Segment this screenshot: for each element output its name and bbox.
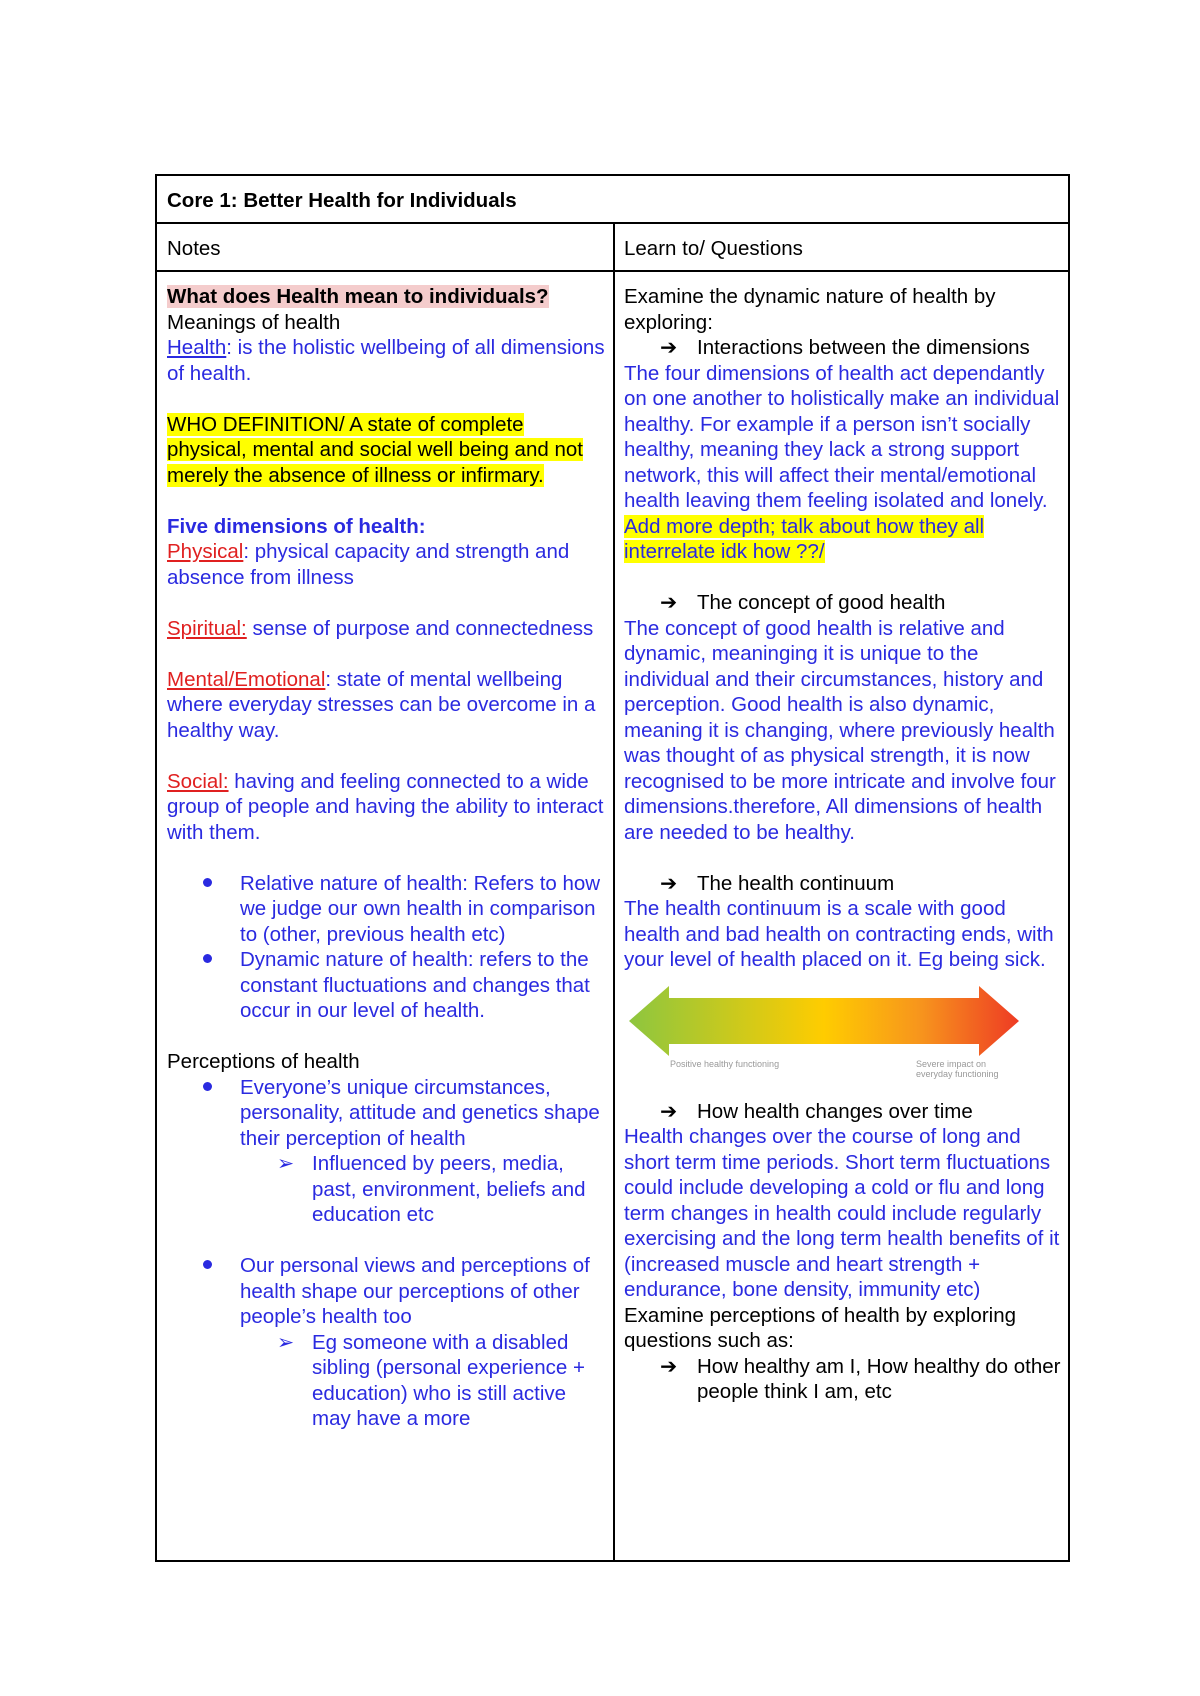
arrow-bullet-icon: ➔	[660, 336, 678, 359]
list-item: ➔ Interactions between the dimensions	[660, 336, 1030, 359]
interactions-text: The four dimensions of health act dependantly on one another to holistically make an individual healthy. For example if a person isn’t socially healthy, meaning they lack a strong support network, this will affect their mental/emotional health leaving them feeling isolated and lonely.	[624, 361, 1060, 512]
arrow-bullet-icon: ➔	[660, 591, 678, 614]
arrow-bullet-icon: ➔	[660, 871, 678, 895]
section-heading: What does Health mean to individuals?	[167, 285, 549, 308]
changes-text: Health changes over the course of long and short term time periods. Short term fluctuations could include developing a cold or flu and long term changes in health could include regularly exercising and the long term health benefits of it (increased muscle and heart strength + endurance, bone density, immunity etc)	[624, 1125, 1060, 1301]
continuum-right-label: Severe impact on everyday functioning	[916, 1058, 999, 1079]
meanings-label: Meanings of health	[167, 310, 341, 334]
sub-list-item: ➢ Eg someone with a disabled sibling (personal experience + education) who is still active may have a more	[277, 1330, 585, 1430]
list-item: ➔ How health changes over time	[660, 1099, 973, 1123]
list-item: ➔ The concept of good health	[660, 591, 946, 614]
five-dimensions-heading: Five dimensions of health:	[167, 514, 426, 538]
sub-list-item: ➢ Influenced by peers, media, past, environment, beliefs and education etc	[277, 1152, 586, 1226]
list-item: Dynamic nature of health: refers to the constant fluctuations and changes that occur in our level of health.	[167, 947, 607, 1024]
health-continuum-image	[624, 981, 1024, 1089]
list-item: ➔ How healthy am I, How healthy do other people think I am, etc	[660, 1354, 1061, 1403]
list-item: Relative nature of health: Refers to how we judge our own health in comparison to (other, previous health etc)	[167, 871, 607, 948]
arrowhead-bullet-icon: ➢	[277, 1330, 295, 1354]
continuum-left-label: Positive healthy functioning	[670, 1058, 780, 1069]
bullet-icon	[203, 947, 212, 973]
notes-table	[155, 174, 1070, 1562]
bullet-icon	[203, 1253, 212, 1279]
list-item: Everyone’s unique circumstances, personality, attitude and genetics shape their perception of health	[167, 1075, 607, 1152]
examine-perceptions: Examine perceptions of health by exploring questions such as:	[624, 1303, 1017, 1352]
mental-dimension: Mental/Emotional: state of mental wellbeing where everyday stresses can be overcome in a healthy way.	[167, 667, 596, 742]
arrow-bullet-icon: ➔	[660, 1099, 678, 1123]
learn-header: Learn to/ Questions	[624, 237, 803, 260]
continuum-text: The health continuum is a scale with good health and bad health on contracting ends, with your level of health placed on it. Eg being sick.	[624, 897, 1054, 971]
list-item: Our personal views and perceptions of health shape our perceptions of other people’s health too	[167, 1253, 607, 1330]
document-title: Core 1: Better Health for Individuals	[167, 189, 517, 212]
who-definition: WHO DEFINITION/ A state of complete physical, mental and social well being and not merely the absence of illness or infirmary.	[167, 412, 583, 487]
add-depth-note: Add more depth; talk about how they all interrelate idk how ??/	[624, 514, 985, 563]
continuum-arrow	[624, 981, 1024, 1061]
arrow-bullet-icon: ➔	[660, 1354, 678, 1378]
social-dimension: Social: having and feeling connected to a wide group of people and having the ability to interact with them.	[167, 769, 604, 844]
learn-column	[624, 284, 1064, 1405]
perceptions-label: Perceptions of health	[167, 1050, 360, 1073]
physical-dimension: Physical: physical capacity and strength and absence from illness	[167, 540, 570, 589]
examine-dynamic: Examine the dynamic nature of health by exploring:	[624, 285, 996, 334]
bullet-icon	[203, 1075, 212, 1101]
list-item: ➔ The health continuum	[660, 871, 895, 895]
arrowhead-bullet-icon: ➢	[277, 1152, 295, 1175]
bullet-icon	[203, 871, 212, 897]
spiritual-dimension: Spiritual: sense of purpose and connectedness	[167, 616, 594, 640]
column-divider	[613, 224, 615, 1560]
notes-header: Notes	[167, 237, 221, 260]
notes-column	[167, 284, 607, 1432]
concept-text: The concept of good health is relative and dynamic, meaninging it is unique to the individual and their circumstances, history and perception. Good health is also dynamic, meaning it is changing, where previously health was thought of as physical strength, it is now recognised to be more intricate and involve four dimensions.therefore, All dimensions of health are needed to be healthy.	[624, 616, 1056, 844]
title-row	[157, 176, 1068, 224]
health-definition: Health: is the holistic wellbeing of all dimensions of health.	[167, 336, 605, 385]
